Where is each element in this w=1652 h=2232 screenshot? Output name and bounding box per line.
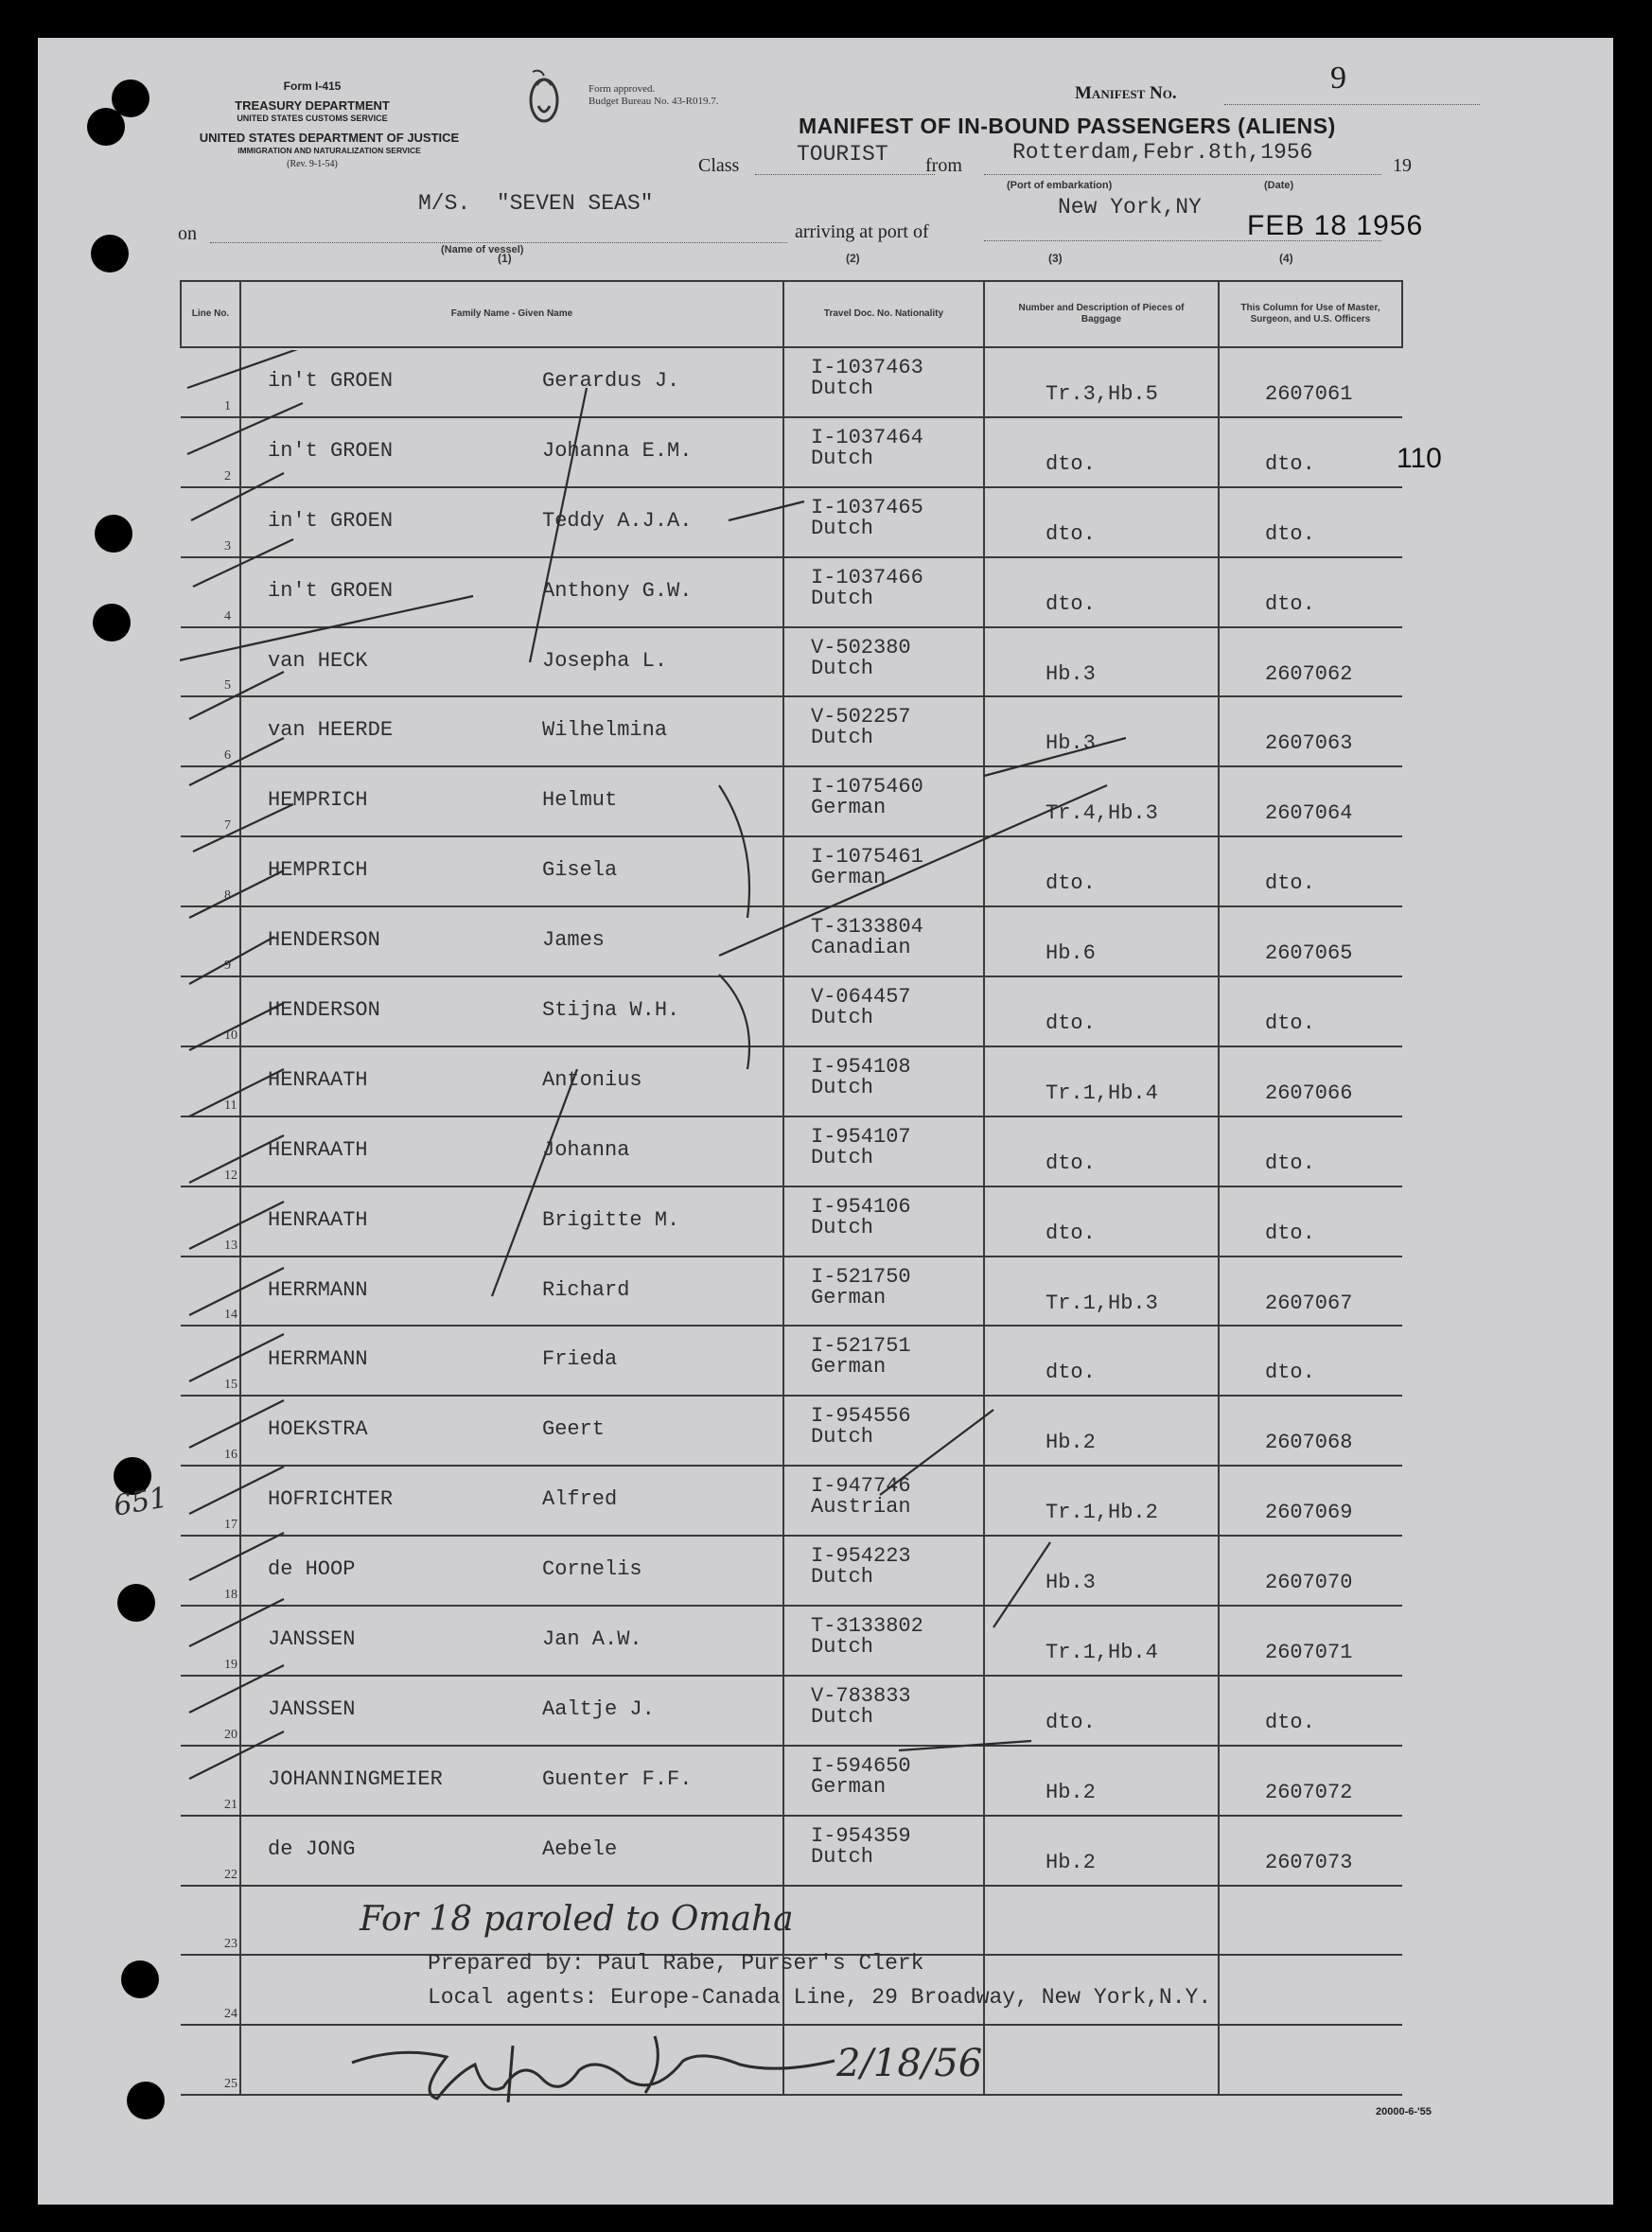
officer-number: dto.	[1265, 1361, 1315, 1385]
nationality: Dutch	[811, 1425, 874, 1450]
nationality: Dutch	[811, 1635, 874, 1660]
col-num-2: (2)	[846, 252, 860, 265]
page-reference: 110	[1397, 443, 1442, 474]
footer-code: 20000-6-'55	[1376, 2106, 1432, 2118]
baggage-cell	[984, 2025, 1219, 2095]
nationality: Dutch	[811, 1704, 874, 1729]
family-name: de HOOP	[268, 1557, 356, 1582]
travel-doc-no: V-502380	[811, 635, 911, 659]
line-number: 7	[224, 818, 231, 834]
col-header-officers: This Column for Use of Master, Surgeon, and U.S. Officers	[1219, 281, 1402, 347]
inspector-signature	[343, 2008, 872, 2112]
officer-cell	[1219, 1816, 1402, 1886]
family-name: HERRMANN	[268, 1277, 368, 1302]
budget-bureau: Budget Bureau No. 43-R019.7.	[589, 96, 719, 107]
family-name: de JONG	[268, 1837, 356, 1861]
officer-number: 2607071	[1265, 1641, 1353, 1665]
given-name: Teddy A.J.A.	[542, 508, 693, 533]
travel-doc-no: I-954223	[811, 1544, 911, 1569]
family-name: HEMPRICH	[268, 788, 368, 813]
line-number: 5	[224, 678, 231, 694]
officer-cell	[1219, 766, 1402, 836]
line-number: 1	[224, 398, 231, 413]
inspection-check-marks	[180, 350, 1126, 1959]
given-name: Stijna W.H.	[542, 998, 680, 1023]
prepared-by: Prepared by: Paul Rabe, Purser's Clerk	[428, 1951, 924, 1976]
nationality: Dutch	[811, 656, 874, 680]
punch-hole	[121, 1960, 159, 1998]
line-number: 16	[224, 1448, 237, 1463]
officer-cell	[1219, 2025, 1402, 2095]
handwritten-date: 2/18/56	[836, 2042, 983, 2085]
ins-service: IMMIGRATION AND NATURALIZATION SERVICE	[237, 146, 421, 155]
manifest-no-value: 9	[1330, 61, 1346, 96]
baggage: Tr.4,Hb.3	[1046, 801, 1158, 826]
col-header-line: Line No.	[181, 281, 240, 347]
table-header-row	[181, 281, 1402, 347]
line-number: 6	[224, 748, 231, 764]
line-number: 11	[224, 1098, 237, 1113]
line-number: 10	[224, 1028, 237, 1043]
given-name: Aaltje J.	[542, 1696, 655, 1721]
travel-doc-no: I-1037465	[811, 495, 923, 519]
line-number: 2	[224, 468, 231, 483]
punch-hole	[117, 1584, 155, 1622]
nationality: Dutch	[811, 1565, 874, 1590]
officer-cell	[1219, 1955, 1402, 2025]
baggage: Hb.2	[1046, 1850, 1096, 1874]
officer-cell	[1219, 417, 1402, 487]
nationality: Dutch	[811, 1145, 874, 1169]
line-number: 19	[224, 1657, 237, 1672]
officer-cell	[1219, 976, 1402, 1046]
on-label: on	[178, 223, 197, 244]
officer-number: dto.	[1265, 521, 1315, 546]
travel-doc-no: V-783833	[811, 1683, 911, 1708]
col-header-doc: Travel Doc. No. Nationality	[783, 281, 984, 347]
baggage: dto.	[1046, 1710, 1096, 1734]
line-number-cell	[181, 1955, 240, 2025]
vessel-name: M/S. "SEVEN SEAS"	[418, 191, 654, 216]
officer-cell	[1219, 1466, 1402, 1536]
officer-cell	[1219, 487, 1402, 557]
officer-number: 2607073	[1265, 1850, 1353, 1874]
baggage: Tr.1,Hb.2	[1046, 1501, 1158, 1525]
punch-hole	[95, 515, 132, 553]
arriving-label: arriving at port of	[795, 221, 929, 242]
travel-doc-no: I-1037463	[811, 356, 923, 379]
officer-cell	[1219, 1536, 1402, 1606]
baggage: Hb.2	[1046, 1431, 1096, 1455]
travel-doc-no: I-954108	[811, 1054, 911, 1079]
baggage: Hb.2	[1046, 1780, 1096, 1804]
nationality: Dutch	[811, 377, 874, 400]
travel-doc-no: I-594650	[811, 1753, 911, 1778]
baggage: Tr.1,Hb.4	[1046, 1081, 1158, 1105]
officer-number: dto.	[1265, 1011, 1315, 1036]
col-header-baggage: Number and Description of Pieces of Baggage	[984, 281, 1219, 347]
officer-number: dto.	[1265, 871, 1315, 896]
port-embarkation-label: (Port of embarkation)	[1007, 180, 1113, 191]
given-name: Richard	[542, 1277, 630, 1302]
family-name: HOEKSTRA	[268, 1417, 368, 1442]
officer-cell	[1219, 347, 1402, 417]
family-name: HERRMANN	[268, 1347, 368, 1372]
baggage: Tr.1,Hb.4	[1046, 1641, 1158, 1665]
revision: (Rev. 9-1-54)	[287, 159, 338, 169]
eagle-seal-icon	[516, 64, 572, 131]
nationality: Dutch	[811, 1215, 874, 1239]
officer-cell	[1219, 1257, 1402, 1327]
col-num-4: (4)	[1279, 252, 1293, 265]
family-name: HENDERSON	[268, 928, 380, 953]
family-name: HENRAATH	[268, 1067, 368, 1092]
baggage: Hb.3	[1046, 661, 1096, 686]
baggage: dto.	[1046, 1221, 1096, 1245]
officer-number: 2607072	[1265, 1780, 1353, 1804]
baggage: dto.	[1046, 871, 1096, 896]
officer-number: dto.	[1265, 451, 1315, 476]
margin-note: 651	[111, 1481, 170, 1523]
officer-cell	[1219, 627, 1402, 697]
line-number-cell	[181, 2025, 240, 2095]
officer-number: 2607064	[1265, 801, 1353, 826]
nationality: German	[811, 1285, 887, 1309]
baggage: Hb.6	[1046, 941, 1096, 966]
travel-doc-no: T-3133802	[811, 1614, 923, 1639]
officer-number: 2607061	[1265, 382, 1353, 406]
col-num-1: (1)	[498, 252, 512, 265]
nationality: Dutch	[811, 1844, 874, 1869]
family-name: JANSSEN	[268, 1696, 356, 1721]
punch-hole	[127, 2082, 165, 2119]
travel-doc-no: I-1037464	[811, 425, 923, 449]
officer-cell	[1219, 1676, 1402, 1746]
vessel-name-label: (Name of vessel)	[441, 244, 524, 255]
officer-cell	[1219, 1606, 1402, 1676]
nationality: Dutch	[811, 726, 874, 750]
travel-doc-no: T-3133804	[811, 915, 923, 940]
officer-number: dto.	[1265, 591, 1315, 616]
given-name: Geert	[542, 1417, 606, 1442]
baggage: dto.	[1046, 451, 1096, 476]
officer-number: 2607063	[1265, 731, 1353, 756]
officer-cell	[1219, 906, 1402, 976]
officer-cell	[1219, 696, 1402, 766]
nationality: Canadian	[811, 936, 911, 960]
manifest-title: MANIFEST OF IN-BOUND PASSENGERS (ALIENS)	[799, 114, 1336, 138]
nationality: German	[811, 1774, 887, 1799]
line-number: 25	[224, 2077, 237, 2092]
treasury-dept: TREASURY DEPARTMENT	[235, 98, 390, 113]
family-name: HOFRICHTER	[268, 1487, 394, 1512]
line-number: 20	[224, 1727, 237, 1742]
given-name: Johanna	[542, 1137, 630, 1162]
line-number: 8	[224, 888, 231, 904]
justice-dept: UNITED STATES DEPARTMENT OF JUSTICE	[199, 131, 460, 145]
baggage: Hb.3	[1046, 1571, 1096, 1595]
from-value: Rotterdam,Febr.8th,1956	[1012, 140, 1313, 165]
officer-cell	[1219, 1396, 1402, 1466]
line-number: 4	[224, 608, 231, 624]
nationality: German	[811, 1355, 887, 1380]
travel-doc-no: I-954107	[811, 1124, 911, 1149]
local-agents: Local agents: Europe-Canada Line, 29 Broadway, New York,N.Y.	[428, 1985, 1212, 2010]
line-number: 13	[224, 1238, 237, 1253]
travel-doc-no: I-947746	[811, 1474, 911, 1499]
manifest-no-label: Manifest No.	[1075, 83, 1177, 103]
family-name: van HEERDE	[268, 718, 394, 743]
given-name: Helmut	[542, 788, 618, 813]
officer-number: 2607062	[1265, 661, 1353, 686]
officer-number: 2607067	[1265, 1291, 1353, 1315]
given-name: Aebele	[542, 1837, 618, 1861]
line-number: 17	[224, 1518, 237, 1533]
nationality: Dutch	[811, 516, 874, 540]
travel-doc-no: I-1075461	[811, 845, 923, 870]
date-label: (Date)	[1264, 180, 1294, 191]
line-number: 23	[224, 1937, 237, 1952]
line-number: 14	[224, 1308, 237, 1323]
family-name: HENRAATH	[268, 1207, 368, 1232]
officer-cell	[1219, 1326, 1402, 1396]
family-name: JOHANNINGMEIER	[268, 1766, 443, 1791]
officer-cell	[1219, 1116, 1402, 1186]
punch-hole	[93, 604, 131, 641]
officer-number: dto.	[1265, 1710, 1315, 1734]
given-name: Frieda	[542, 1347, 618, 1372]
given-name: Gerardus J.	[542, 369, 680, 393]
family-name: van HECK	[268, 648, 368, 673]
nationality: Dutch	[811, 1075, 874, 1099]
line-number: 12	[224, 1168, 237, 1183]
class-value: TOURIST	[797, 142, 888, 167]
customs-service: UNITED STATES CUSTOMS SERVICE	[237, 114, 388, 123]
given-name: Josepha L.	[542, 648, 668, 673]
travel-doc-no: I-521750	[811, 1264, 911, 1289]
line-number: 21	[224, 1797, 237, 1812]
given-name: Johanna E.M.	[542, 438, 693, 463]
given-name: Guenter F.F.	[542, 1766, 693, 1791]
nationality: German	[811, 796, 887, 820]
officer-cell	[1219, 1186, 1402, 1257]
arrival-date-stamp: FEB 18 1956	[1247, 210, 1424, 241]
form-number: Form I-415	[283, 79, 342, 93]
given-name: Alfred	[542, 1487, 618, 1512]
line-number: 18	[224, 1588, 237, 1603]
officer-cell	[1219, 836, 1402, 906]
given-name: Anthony G.W.	[542, 578, 693, 603]
year-suffix: 19	[1393, 155, 1412, 176]
punch-hole	[87, 108, 125, 146]
officer-number: 2607068	[1265, 1431, 1353, 1455]
baggage: Tr.3,Hb.5	[1046, 382, 1158, 406]
line-number: 15	[224, 1378, 237, 1393]
family-name: in't GROEN	[268, 578, 394, 603]
given-name: Brigitte M.	[542, 1207, 680, 1232]
family-name: JANSSEN	[268, 1627, 356, 1652]
baggage: dto.	[1046, 591, 1096, 616]
baggage: Tr.1,Hb.3	[1046, 1291, 1158, 1315]
officer-number: 2607065	[1265, 941, 1353, 966]
baggage: dto.	[1046, 1011, 1096, 1036]
officer-number: 2607066	[1265, 1081, 1353, 1105]
line-number: 3	[224, 538, 231, 554]
given-name: James	[542, 928, 606, 953]
officer-number: 2607069	[1265, 1501, 1353, 1525]
form-approved: Form approved.	[589, 83, 656, 95]
officer-number: 2607070	[1265, 1571, 1353, 1595]
officer-cell	[1219, 557, 1402, 627]
line-number: 9	[224, 958, 231, 974]
officer-cell	[1219, 1746, 1402, 1816]
family-name: HEMPRICH	[268, 858, 368, 883]
travel-doc-no: I-1075460	[811, 775, 923, 800]
nationality: Dutch	[811, 1006, 874, 1030]
handwritten-parole-note: For 18 paroled to Omaha	[360, 1900, 794, 1939]
family-name: HENRAATH	[268, 1137, 368, 1162]
nationality: Austrian	[811, 1495, 911, 1520]
travel-doc-no: I-1037466	[811, 565, 923, 589]
family-name: in't GROEN	[268, 369, 394, 393]
officer-cell	[1219, 1886, 1402, 1956]
given-name: Gisela	[542, 858, 618, 883]
line-number: 22	[224, 1867, 237, 1882]
nationality: German	[811, 866, 887, 890]
arrival-port: New York,NY	[1058, 195, 1202, 220]
travel-doc-no: I-521751	[811, 1334, 911, 1359]
baggage: dto.	[1046, 1361, 1096, 1385]
nationality: Dutch	[811, 446, 874, 470]
family-name: in't GROEN	[268, 438, 394, 463]
baggage: dto.	[1046, 521, 1096, 546]
family-name: in't GROEN	[268, 508, 394, 533]
travel-doc-no: I-954359	[811, 1823, 911, 1848]
class-label: Class	[698, 155, 740, 176]
family-name: HENDERSON	[268, 998, 380, 1023]
given-name: Cornelis	[542, 1557, 642, 1582]
from-label: from	[925, 155, 962, 176]
line-number: 24	[224, 2007, 237, 2022]
baggage: Hb.3	[1046, 731, 1096, 756]
given-name: Jan A.W.	[542, 1627, 642, 1652]
travel-doc-no: I-954556	[811, 1404, 911, 1429]
manifest-page	[38, 38, 1613, 2205]
travel-doc-no: V-064457	[811, 985, 911, 1010]
travel-doc-no: V-502257	[811, 705, 911, 729]
given-name: Wilhelmina	[542, 718, 668, 743]
officer-number: dto.	[1265, 1221, 1315, 1245]
col-num-3: (3)	[1048, 252, 1063, 265]
baggage: dto.	[1046, 1151, 1096, 1175]
travel-doc-no: I-954106	[811, 1194, 911, 1219]
officer-cell	[1219, 1046, 1402, 1116]
officer-number: dto.	[1265, 1151, 1315, 1175]
given-name: Antonius	[542, 1067, 642, 1092]
col-header-name: Family Name - Given Name	[240, 281, 783, 347]
nationality: Dutch	[811, 586, 874, 610]
punch-hole	[91, 235, 129, 272]
